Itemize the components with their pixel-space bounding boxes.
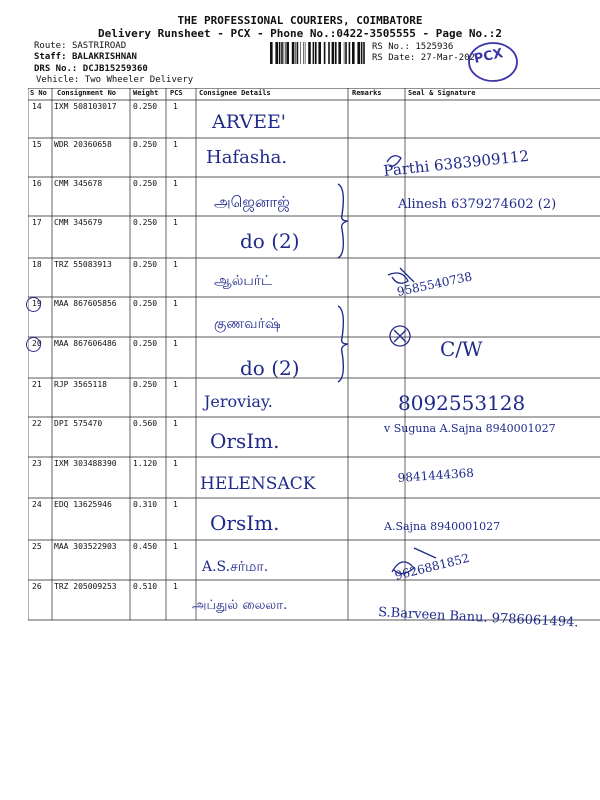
stamp-text: PCX (472, 46, 505, 67)
signature-handwriting: C/W (440, 337, 483, 361)
row-consignment-no: MAA 867605856 (54, 299, 117, 308)
row-consignment-no: IXM 508103017 (54, 102, 117, 111)
rs-date-value: 27-Mar-202 (420, 53, 475, 63)
signature-handwriting: Parthi 6383909112 (382, 146, 530, 180)
consignee-handwriting: HELENSACK (200, 474, 316, 494)
consignee-handwriting: do (2) (240, 229, 300, 253)
consignee-handwriting: OrsIm. (210, 429, 280, 453)
row-sno: 24 (32, 500, 42, 509)
row-weight: 0.250 (133, 260, 158, 269)
route-label: Route: (34, 41, 67, 51)
signature-handwriting: 9626881852 (393, 550, 471, 583)
col-header-remarks: Remarks (352, 89, 382, 97)
row-weight: 0.250 (133, 218, 158, 227)
document-subtitle: Delivery Runsheet - PCX - Phone No.:0422-3505555 - Page No.:2 (98, 27, 502, 40)
row-consignment-no: WDR 20360658 (54, 140, 112, 149)
row-weight: 0.250 (133, 102, 158, 111)
signature-handwriting: Alinesh 6379274602 (2) (398, 197, 557, 212)
row-pcs: 1 (173, 102, 178, 111)
row-sno: 23 (32, 459, 42, 468)
row-consignment-no: RJP 3565118 (54, 380, 107, 389)
row-pcs: 1 (173, 459, 178, 468)
row-consignment-no: MAA 303522903 (54, 542, 117, 551)
row-weight: 0.510 (133, 582, 158, 591)
row-consignment-no: TRZ 205009253 (54, 582, 117, 591)
signature-handwriting: A.Sajna 8940001027 (384, 520, 501, 533)
drs-value: DCJB15259360 (82, 64, 148, 74)
row-sno: 19 (32, 299, 42, 308)
row-sno: 20 (32, 339, 42, 348)
col-header-consignee: Consignee Details (199, 89, 271, 97)
signature-handwriting: 9585540738 (395, 269, 474, 299)
row-pcs: 1 (173, 218, 178, 227)
row-sno: 25 (32, 542, 42, 551)
row-pcs: 1 (173, 140, 178, 149)
brace-mark (338, 306, 348, 382)
col-header-sno: S No (30, 89, 47, 97)
row-sno: 15 (32, 140, 42, 149)
consignee-handwriting: A.S.சர்மா. (202, 559, 269, 575)
rs-date-label: RS Date: (372, 53, 416, 63)
row-pcs: 1 (173, 380, 178, 389)
row-consignment-no: EDQ 13625946 (54, 500, 112, 509)
vehicle-value: Two Wheeler Delivery (84, 75, 194, 85)
row-consignment-no: MAA 867606486 (54, 339, 117, 348)
col-header-pcs: PCS (170, 89, 183, 97)
route-value: SASTRIROAD (71, 41, 127, 51)
row-pcs: 1 (173, 500, 178, 509)
row-sno: 26 (32, 582, 42, 591)
consignee-handwriting: அஜெனாஜ் (214, 193, 290, 211)
row-pcs: 1 (173, 419, 178, 428)
consignee-handwriting: அப்துல் லைலா. (192, 598, 288, 613)
row-sno: 16 (32, 179, 42, 188)
consignee-handwriting: ஆல்பர்ட் (214, 273, 273, 289)
signature-handwriting: v Suguna A.Sajna 8940001027 (384, 422, 556, 435)
col-header-consignment: Consignment No (57, 89, 117, 97)
signature-stroke (388, 268, 414, 283)
row-weight: 0.250 (133, 179, 158, 188)
row-weight: 0.250 (133, 339, 158, 348)
document-title: THE PROFESSIONAL COURIERS, COIMBATORE (177, 14, 423, 27)
row-weight: 0.250 (133, 380, 158, 389)
row-pcs: 1 (173, 542, 178, 551)
row-weight: 0.250 (133, 140, 158, 149)
row-consignment-no: IXM 303488390 (54, 459, 117, 468)
consignee-handwriting: Jeroviay. (204, 392, 273, 411)
row-pcs: 1 (173, 260, 178, 269)
row-pcs: 1 (173, 339, 178, 348)
signature-handwriting: 9841444368 (397, 465, 475, 485)
consignee-handwriting: குணவர்ஷ் (214, 316, 281, 332)
drs-label: DRS No.: (34, 64, 78, 74)
row-weight: 1.120 (133, 459, 158, 468)
row-pcs: 1 (173, 179, 178, 188)
row-sno: 21 (32, 380, 42, 389)
row-pcs: 1 (173, 582, 178, 591)
row-consignment-no: TRZ 55083913 (54, 260, 112, 269)
brace-mark (338, 184, 348, 258)
col-header-signature: Seal & Signature (408, 89, 476, 97)
consignee-handwriting: do (2) (240, 356, 300, 380)
row-sno: 18 (32, 260, 42, 269)
signature-stroke (390, 326, 410, 346)
row-consignment-no: DPI 575470 (54, 419, 103, 428)
row-sno: 17 (32, 218, 42, 227)
row-weight: 0.310 (133, 500, 158, 509)
staff-label: Staff: (34, 52, 67, 62)
rs-no-label: RS No.: (372, 42, 410, 52)
staff-value: BALAKRISHNAN (71, 52, 137, 62)
row-weight: 0.450 (133, 542, 158, 551)
row-weight: 0.250 (133, 299, 158, 308)
consignee-handwriting: ARVEE' (212, 111, 287, 133)
signature-handwriting: S.Barveen Banu. 9786061494. (377, 605, 579, 631)
rs-no-value: 1525936 (415, 42, 454, 52)
consignee-handwriting: Hafasha. (206, 147, 288, 168)
row-consignment-no: CMM 345679 (54, 218, 103, 227)
row-weight: 0.560 (133, 419, 158, 428)
consignee-handwriting: OrsIm. (210, 511, 280, 535)
vehicle-label: Vehicle: (36, 75, 80, 85)
row-sno: 14 (32, 102, 42, 111)
row-pcs: 1 (173, 299, 178, 308)
col-header-weight: Weight (133, 89, 159, 97)
signature-handwriting: 8092553128 (398, 391, 526, 415)
row-consignment-no: CMM 345678 (54, 179, 103, 188)
row-sno: 22 (32, 419, 42, 428)
